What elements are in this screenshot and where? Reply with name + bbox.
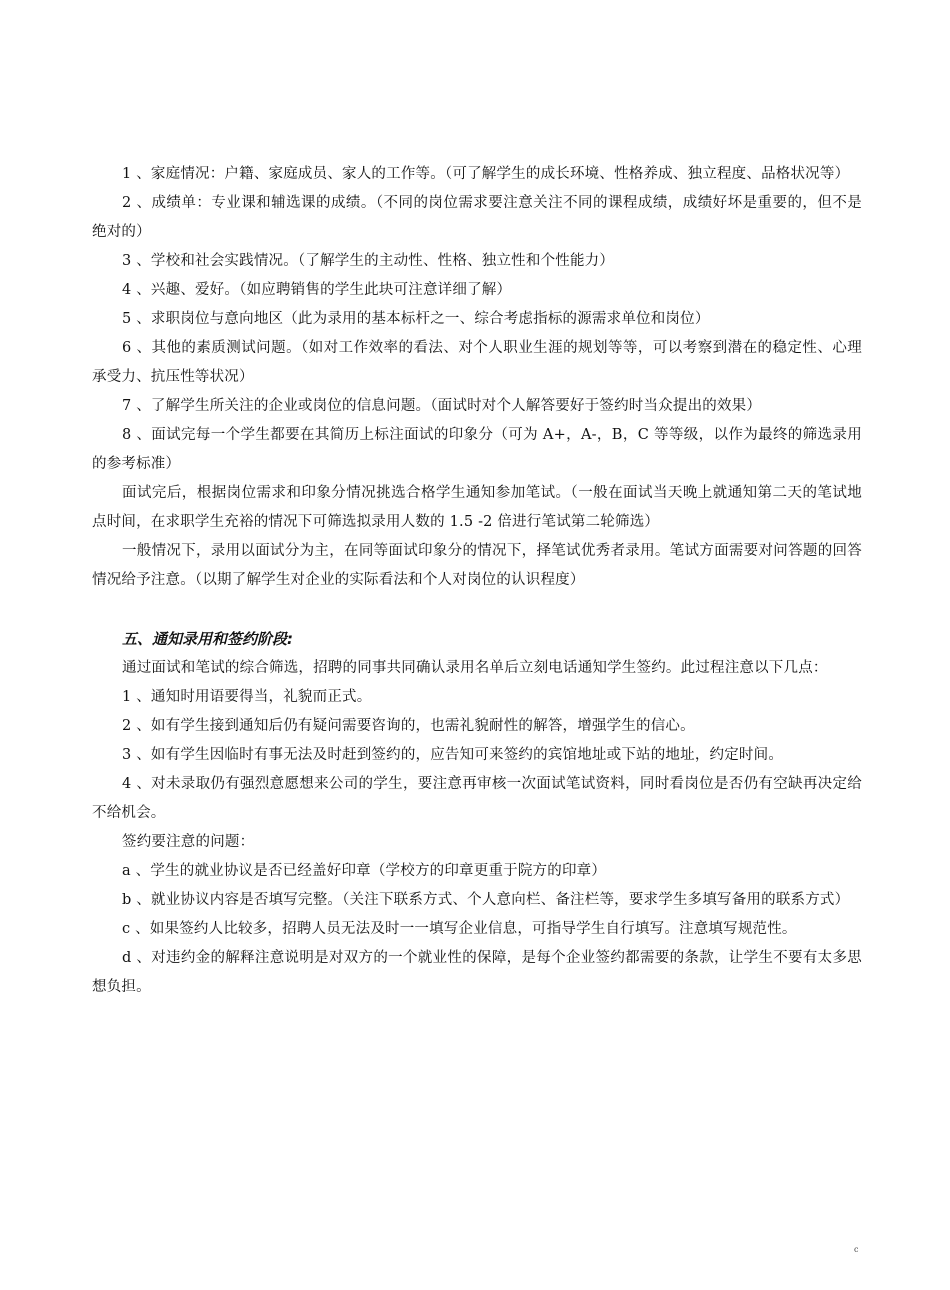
paragraph-signing-a: a 、学生的就业协议是否已经盖好印章（学校方的印章更重于院方的印章）: [122, 863, 607, 879]
section-heading: 五、通知录用和签约阶段:: [122, 630, 293, 648]
paragraph-notify-3: 3 、如有学生因临时有事无法及时赶到签约的，应告知可来签约的宾馆地址或下站的地址，约定时间。: [122, 747, 784, 763]
paragraph-after-interview: 面试完后，根据岗位需求和印象分情况挑选合格学生通知参加笔试。（一般在面试当天晚上就通知第二天的笔试地点时间，在求职学生充裕的情况下可筛选拟录用人数的 1.5 -2 倍进行笔试第二轮筛选）: [92, 485, 862, 530]
paragraph-notify-1: 1 、通知时用语要得当，礼貌而正式。: [122, 689, 372, 705]
paragraph-signing-d: d 、对违约金的解释注意说明是对双方的一个就业性的保障，是每个企业签约都需要的条款，让学生不要有太多思想负担。: [92, 950, 862, 995]
paragraph-transcript: 2 、成绩单：专业课和辅选课的成绩。（不同的岗位需求要注意关注不同的课程成绩，成绩好坏是重要的，但不是绝对的）: [92, 195, 862, 240]
paragraph-signing-b: b 、就业协议内容是否填写完整。（关注下联系方式、个人意向栏、备注栏等，要求学生多填写备用的联系方式）: [122, 892, 850, 908]
page-mark: c: [854, 1245, 859, 1254]
paragraph-quality-test: 6 、其他的素质测试问题。（如对工作效率的看法、对个人职业生涯的规划等等，可以考察到潜在的稳定性、心理承受力、抗压性等状况）: [92, 340, 862, 385]
paragraph-notify-4: 4 、对未录取仍有强烈意愿想来公司的学生，要注意再审核一次面试笔试资料，同时看岗位是否仍有空缺再决定给不给机会。: [92, 776, 862, 821]
paragraph-interests: 4 、兴趣、爱好。（如应聘销售的学生此块可注意详细了解）: [122, 282, 512, 298]
paragraph-family-info: 1 、家庭情况：户籍、家庭成员、家人的工作等。（可了解学生的成长环境、性格养成、独立程度、品格状况等）: [122, 166, 850, 182]
paragraph-school-practice: 3 、学校和社会实践情况。（了解学生的主动性、性格、独立性和个性能力）: [122, 253, 615, 269]
paragraph-notify-intro: 通过面试和笔试的综合筛选，招聘的同事共同确认录用名单后立刻电话通知学生签约。此过程注意以下几点：: [122, 660, 828, 676]
paragraph-concerns: 7 、了解学生所关注的企业或岗位的信息问题。（面试时对个人解答要好于签约时当众提出的效果）: [122, 398, 762, 414]
paragraph-job-region: 5 、求职岗位与意向地区（此为录用的基本标杆之一、综合考虑指标的源需求单位和岗位）: [122, 311, 710, 327]
document-body: [92, 160, 862, 1002]
paragraph-notify-2: 2 、如有学生接到通知后仍有疑问需要咨询的，也需礼貌耐性的解答，增强学生的信心。: [122, 718, 695, 734]
paragraph-signing-issues: 签约要注意的问题：: [122, 834, 255, 850]
paragraph-hiring-principle: 一般情况下，录用以面试分为主，在同等面试印象分的情况下，择笔试优秀者录用。笔试方面需要对问答题的回答情况给予注意。（以期了解学生对企业的实际看法和个人对岗位的认识程度）: [92, 543, 862, 588]
paragraph-signing-c: c 、如果签约人比较多，招聘人员无法及时一一填写企业信息，可指导学生自行填写。注意填写规范性。: [122, 921, 797, 937]
paragraph-impression-score: 8 、面试完每一个学生都要在其简历上标注面试的印象分（可为 A+，A-，B，C 等等级，以作为最终的筛选录用的参考标准）: [92, 427, 862, 472]
